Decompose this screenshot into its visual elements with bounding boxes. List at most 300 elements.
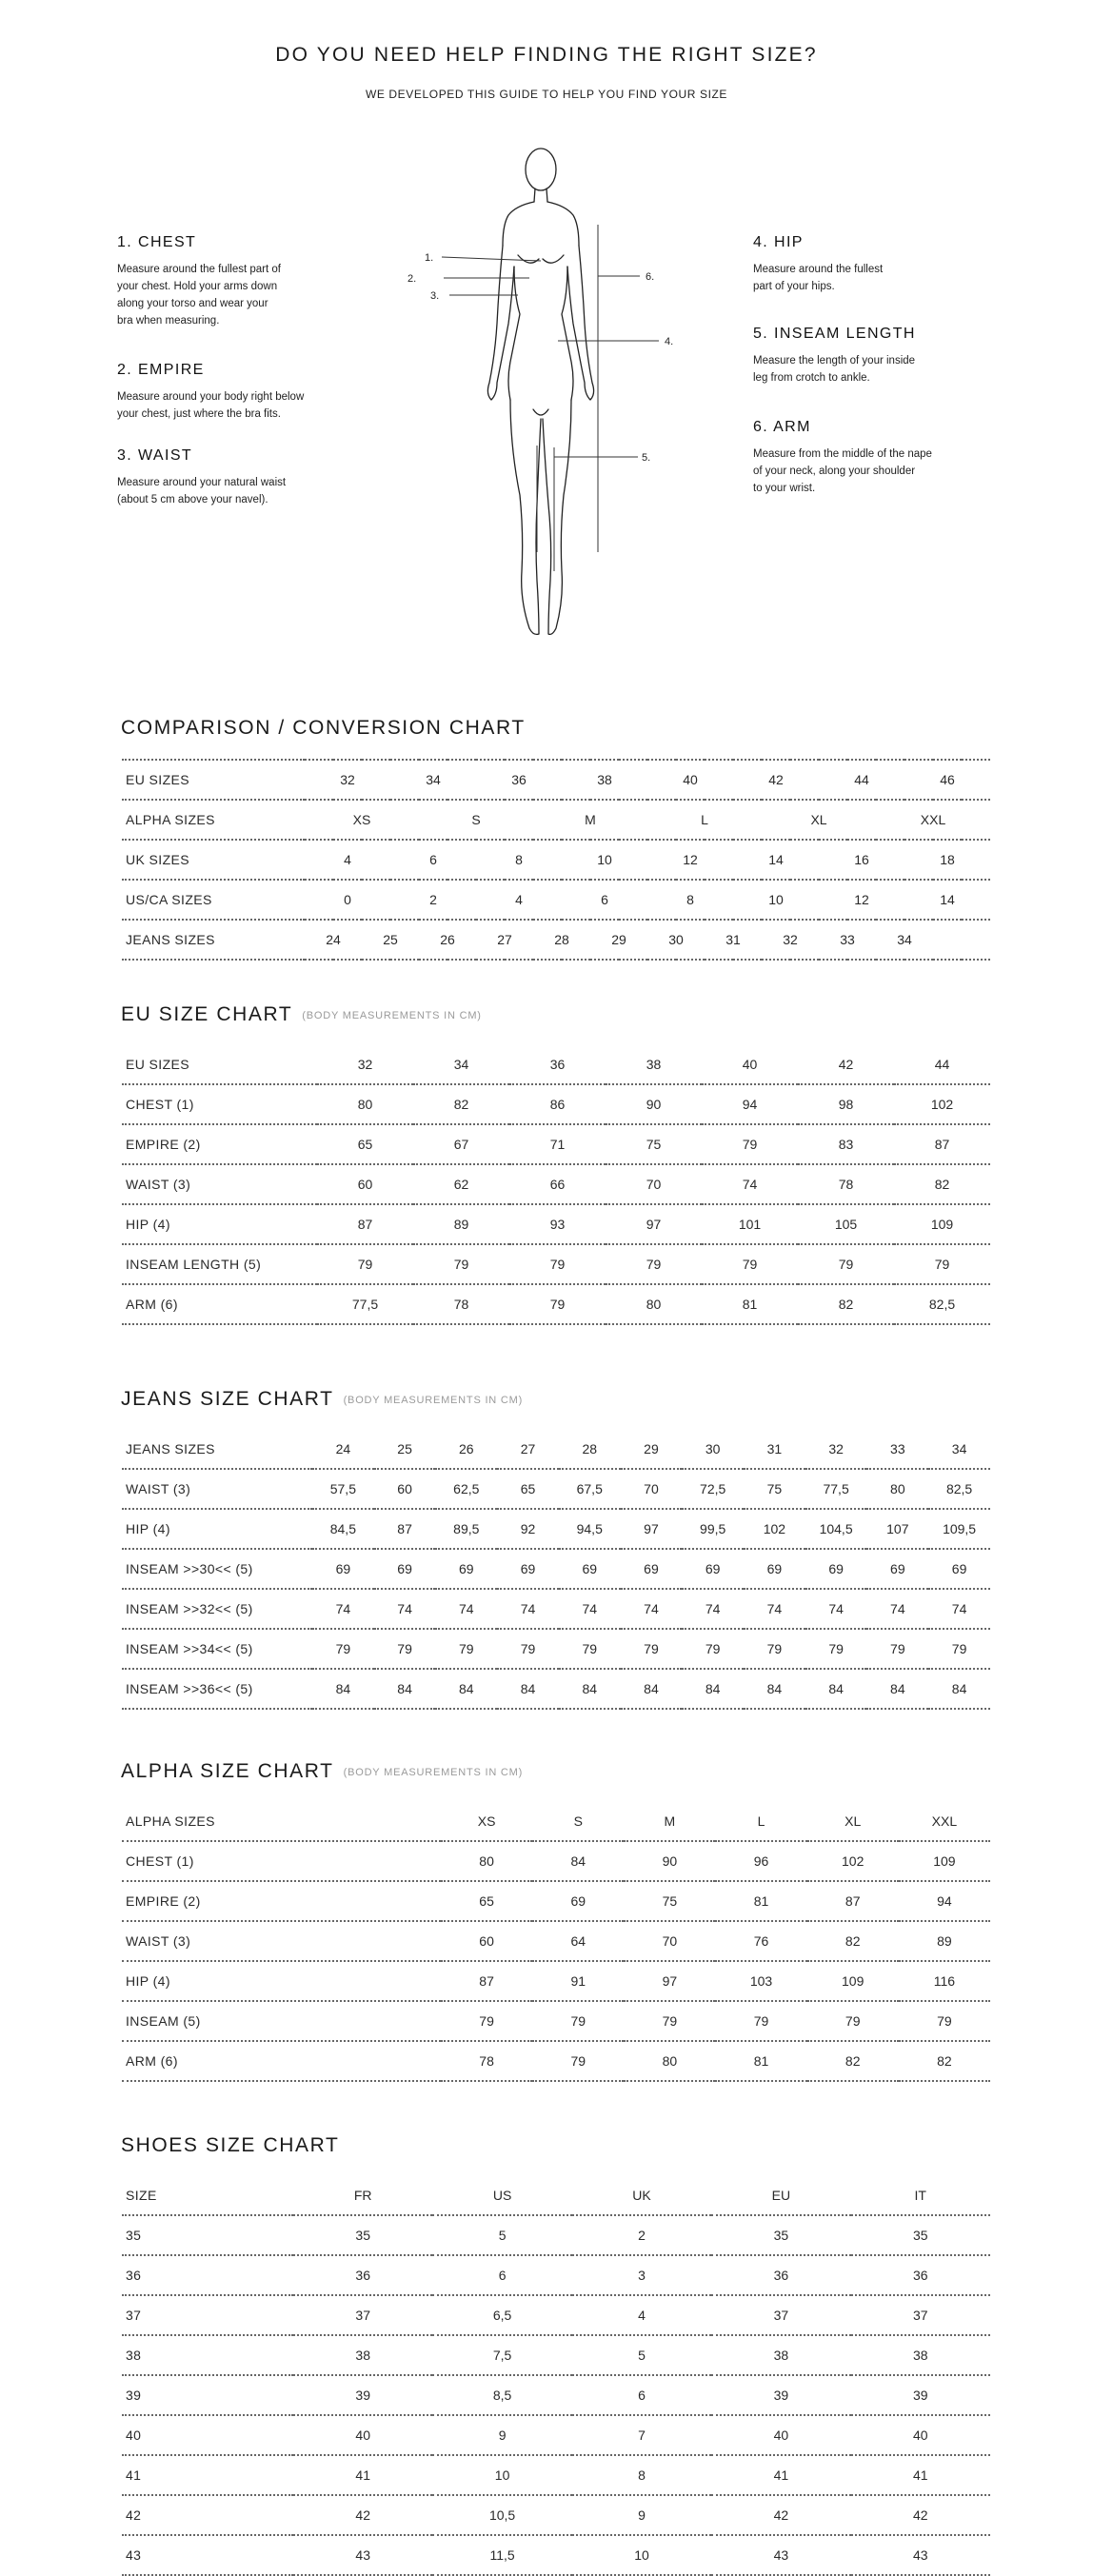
table-cell: 9 bbox=[572, 2495, 711, 2535]
table-cell: 36 bbox=[711, 2255, 850, 2295]
table-cell: 74 bbox=[497, 1589, 559, 1629]
table-cell: 60 bbox=[441, 1921, 532, 1961]
table-row bbox=[122, 1629, 990, 1669]
table-cell: 84 bbox=[805, 1669, 867, 1709]
table-cell: 74 bbox=[312, 1589, 374, 1629]
table-cell: 69 bbox=[928, 1549, 990, 1589]
table-cell: 94 bbox=[702, 1084, 798, 1124]
table-cell: 87 bbox=[807, 1881, 899, 1921]
table-row bbox=[122, 1045, 990, 1084]
table-cell: 97 bbox=[624, 1961, 715, 2001]
column-header: EU bbox=[711, 2176, 850, 2215]
table-row: EU SIZES 32 34 36 38 40 42 44 46 bbox=[122, 760, 990, 800]
figure-label-1: 1. bbox=[425, 252, 434, 264]
table-cell: 79 bbox=[928, 1629, 990, 1669]
table-cell: 60 bbox=[374, 1469, 436, 1509]
measure-inseam-title: 5. INSEAM LENGTH bbox=[753, 326, 916, 342]
table-cell: 72,5 bbox=[682, 1469, 744, 1509]
table-cell: 105 bbox=[798, 1204, 894, 1244]
table-row bbox=[122, 2415, 990, 2455]
alpha-chart-title-text: ALPHA SIZE CHART bbox=[121, 1760, 334, 1782]
table-cell: 78 bbox=[441, 2041, 532, 2081]
table-cell: XL bbox=[807, 1802, 899, 1841]
table-cell: 80 bbox=[866, 1469, 928, 1509]
measure-waist-text: Measure around your natural waist (about 5 cm above your navel). bbox=[117, 477, 287, 505]
table-cell: 79 bbox=[702, 1124, 798, 1164]
table-cell: 89,5 bbox=[435, 1509, 497, 1549]
table-cell: 28 bbox=[559, 1430, 621, 1469]
table-cell: 87 bbox=[441, 1961, 532, 2001]
table-row bbox=[122, 1509, 990, 1549]
table-row bbox=[122, 1244, 990, 1284]
table-cell: 82 bbox=[807, 1921, 899, 1961]
table-row bbox=[122, 2375, 990, 2415]
table-cell: 79 bbox=[744, 1629, 805, 1669]
table-cell: 6 bbox=[572, 2375, 711, 2415]
table-cell: 74 bbox=[744, 1589, 805, 1629]
table-cell: 84 bbox=[928, 1669, 990, 1709]
conversion-chart-title: COMPARISON / CONVERSION CHART bbox=[121, 717, 526, 739]
measure-arm-text: Measure from the middle of the nape of your neck, along your shoulder to your wrist. bbox=[753, 448, 932, 494]
table-cell: 80 bbox=[441, 1841, 532, 1881]
table-cell: 27 bbox=[497, 1430, 559, 1469]
table-cell: M bbox=[624, 1802, 715, 1841]
table-cell: 42 bbox=[851, 2495, 990, 2535]
table-cell: 81 bbox=[715, 2041, 806, 2081]
table-cell: 9 bbox=[432, 2415, 571, 2455]
figure-label-3: 3. bbox=[430, 290, 440, 302]
measure-empire-title: 2. EMPIRE bbox=[117, 362, 205, 378]
table-cell: 69 bbox=[312, 1549, 374, 1589]
column-header: US bbox=[432, 2176, 571, 2215]
row-label: EU SIZES bbox=[122, 1045, 317, 1084]
table-cell: 86 bbox=[509, 1084, 606, 1124]
table-cell: 25 bbox=[374, 1430, 436, 1469]
table-cell: 79 bbox=[624, 2001, 715, 2041]
table-cell: 42 bbox=[293, 2495, 432, 2535]
measure-hip-title: 4. HIP bbox=[753, 234, 804, 250]
table-cell: 78 bbox=[413, 1284, 509, 1324]
eu-size-chart bbox=[122, 1045, 990, 1325]
table-cell: 69 bbox=[621, 1549, 683, 1589]
table-row: US/CA SIZES 0 2 4 6 8 10 12 14 bbox=[122, 880, 990, 920]
table-cell: 79 bbox=[312, 1629, 374, 1669]
table-row bbox=[122, 1802, 990, 1841]
table-cell: 39 bbox=[851, 2375, 990, 2415]
table-cell: 103 bbox=[715, 1961, 806, 2001]
table-cell: 69 bbox=[682, 1549, 744, 1589]
row-label: 36 bbox=[122, 2255, 293, 2295]
table-row bbox=[122, 2535, 990, 2575]
row-label: 37 bbox=[122, 2295, 293, 2335]
table-cell: 79 bbox=[441, 2001, 532, 2041]
table-cell: 76 bbox=[715, 1921, 806, 1961]
table-cell: 93 bbox=[509, 1204, 606, 1244]
table-cell: 40 bbox=[851, 2415, 990, 2455]
table-cell: 2 bbox=[572, 2215, 711, 2255]
table-cell: 69 bbox=[374, 1549, 436, 1589]
table-cell: 74 bbox=[559, 1589, 621, 1629]
table-cell: 66 bbox=[509, 1164, 606, 1204]
table-cell: 38 bbox=[606, 1045, 702, 1084]
table-cell: 26 bbox=[435, 1430, 497, 1469]
table-cell: 6 bbox=[432, 2255, 571, 2295]
measure-chest-title: 1. CHEST bbox=[117, 234, 197, 250]
table-cell: 74 bbox=[702, 1164, 798, 1204]
column-header: UK bbox=[572, 2176, 711, 2215]
table-cell: 82 bbox=[807, 2041, 899, 2081]
row-label: INSEAM >>34<< (5) bbox=[122, 1629, 312, 1669]
table-cell: 30 bbox=[682, 1430, 744, 1469]
shoes-size-chart bbox=[122, 2176, 990, 2576]
table-cell: 84 bbox=[866, 1669, 928, 1709]
table-cell: 36 bbox=[509, 1045, 606, 1084]
row-label: EMPIRE (2) bbox=[122, 1124, 317, 1164]
table-cell: 79 bbox=[435, 1629, 497, 1669]
table-cell: 70 bbox=[624, 1921, 715, 1961]
table-cell: 78 bbox=[798, 1164, 894, 1204]
table-cell: 87 bbox=[894, 1124, 990, 1164]
table-cell: XS bbox=[441, 1802, 532, 1841]
table-cell: 74 bbox=[682, 1589, 744, 1629]
table-cell: S bbox=[532, 1802, 624, 1841]
table-cell: 80 bbox=[317, 1084, 413, 1124]
row-label: 39 bbox=[122, 2375, 293, 2415]
table-cell: 109 bbox=[894, 1204, 990, 1244]
table-cell: 97 bbox=[621, 1509, 683, 1549]
table-row bbox=[122, 1669, 990, 1709]
table-cell: 82 bbox=[413, 1084, 509, 1124]
row-label: WAIST (3) bbox=[122, 1164, 317, 1204]
table-row bbox=[122, 1284, 990, 1324]
measure-hip-text: Measure around the fullest part of your hips. bbox=[753, 264, 884, 292]
table-cell: 89 bbox=[413, 1204, 509, 1244]
table-row: JEANS SIZES 24 25 26 27 28 29 30 31 32 33 34 bbox=[122, 920, 990, 960]
shoes-chart-title: SHOES SIZE CHART bbox=[121, 2134, 340, 2156]
column-header: SIZE bbox=[122, 2176, 293, 2215]
table-cell: 82,5 bbox=[928, 1469, 990, 1509]
table-cell: 39 bbox=[711, 2375, 850, 2415]
table-row bbox=[122, 2335, 990, 2375]
table-row bbox=[122, 1204, 990, 1244]
table-cell: 71 bbox=[509, 1124, 606, 1164]
table-cell: 3 bbox=[572, 2255, 711, 2295]
table-cell: 75 bbox=[744, 1469, 805, 1509]
jeans-chart-title-text: JEANS SIZE CHART bbox=[121, 1388, 334, 1410]
table-cell: 69 bbox=[497, 1549, 559, 1589]
table-cell: 38 bbox=[293, 2335, 432, 2375]
table-cell: XXL bbox=[899, 1802, 990, 1841]
measure-empire-text: Measure around your body right below your chest, just where the bra fits. bbox=[117, 391, 305, 420]
conversion-chart bbox=[122, 759, 990, 961]
row-label: WAIST (3) bbox=[122, 1921, 441, 1961]
table-cell: 24 bbox=[312, 1430, 374, 1469]
table-cell: 79 bbox=[374, 1629, 436, 1669]
table-cell: 104,5 bbox=[805, 1509, 867, 1549]
table-cell: 79 bbox=[509, 1244, 606, 1284]
figure-label-6: 6. bbox=[646, 271, 655, 283]
table-cell: 38 bbox=[851, 2335, 990, 2375]
alpha-chart-note: (BODY MEASUREMENTS IN CM) bbox=[343, 1767, 524, 1778]
row-label: CHEST (1) bbox=[122, 1841, 441, 1881]
table-cell: 41 bbox=[851, 2455, 990, 2495]
table-cell: 69 bbox=[866, 1549, 928, 1589]
table-row bbox=[122, 1164, 990, 1204]
row-label: 38 bbox=[122, 2335, 293, 2375]
measure-inseam-text: Measure the length of your inside leg from crotch to ankle. bbox=[753, 355, 916, 384]
table-cell: 38 bbox=[711, 2335, 850, 2375]
row-label: ALPHA SIZES bbox=[122, 1802, 441, 1841]
table-cell: 67 bbox=[413, 1124, 509, 1164]
table-cell: 79 bbox=[682, 1629, 744, 1669]
table-row bbox=[122, 2495, 990, 2535]
table-cell: 10,5 bbox=[432, 2495, 571, 2535]
table-cell: 98 bbox=[798, 1084, 894, 1124]
table-cell: 64 bbox=[532, 1921, 624, 1961]
jeans-chart-title bbox=[121, 1388, 523, 1411]
table-cell: 62,5 bbox=[435, 1469, 497, 1509]
table-cell: 81 bbox=[702, 1284, 798, 1324]
table-cell: 41 bbox=[711, 2455, 850, 2495]
table-cell: 43 bbox=[851, 2535, 990, 2575]
table-cell: 74 bbox=[805, 1589, 867, 1629]
row-label: INSEAM >>32<< (5) bbox=[122, 1589, 312, 1629]
row-label: EMPIRE (2) bbox=[122, 1881, 441, 1921]
table-cell: 77,5 bbox=[805, 1469, 867, 1509]
table-cell: 11,5 bbox=[432, 2535, 571, 2575]
table-cell: 90 bbox=[624, 1841, 715, 1881]
table-cell: 34 bbox=[413, 1045, 509, 1084]
table-cell: 107 bbox=[866, 1509, 928, 1549]
table-row bbox=[122, 1549, 990, 1589]
table-cell: 79 bbox=[702, 1244, 798, 1284]
table-cell: 96 bbox=[715, 1841, 806, 1881]
table-cell: 33 bbox=[866, 1430, 928, 1469]
table-cell: 67,5 bbox=[559, 1469, 621, 1509]
table-cell: 74 bbox=[621, 1589, 683, 1629]
eu-chart-note: (BODY MEASUREMENTS IN CM) bbox=[302, 1010, 482, 1021]
table-row bbox=[122, 1124, 990, 1164]
table-cell: 31 bbox=[744, 1430, 805, 1469]
table-row bbox=[122, 1961, 990, 2001]
table-cell: 80 bbox=[624, 2041, 715, 2081]
table-cell: 79 bbox=[894, 1244, 990, 1284]
table-cell: 40 bbox=[293, 2415, 432, 2455]
table-cell: 109,5 bbox=[928, 1509, 990, 1549]
table-cell: 84 bbox=[497, 1669, 559, 1709]
row-label: 41 bbox=[122, 2455, 293, 2495]
table-row bbox=[122, 1841, 990, 1881]
table-cell: 109 bbox=[899, 1841, 990, 1881]
table-cell: 84 bbox=[312, 1669, 374, 1709]
table-cell: 36 bbox=[851, 2255, 990, 2295]
table-cell: 44 bbox=[894, 1045, 990, 1084]
table-cell: 84 bbox=[744, 1669, 805, 1709]
table-cell: 69 bbox=[559, 1549, 621, 1589]
table-cell: 35 bbox=[293, 2215, 432, 2255]
table-cell: 79 bbox=[899, 2001, 990, 2041]
row-label: HIP (4) bbox=[122, 1509, 312, 1549]
table-cell: 94,5 bbox=[559, 1509, 621, 1549]
table-cell: 74 bbox=[928, 1589, 990, 1629]
measure-hip bbox=[753, 234, 883, 295]
measure-chest-text: Measure around the fullest part of your chest. Hold your arms down along your torso and wear your bra when measuring. bbox=[117, 264, 281, 327]
row-label: INSEAM (5) bbox=[122, 2001, 441, 2041]
table-cell: 79 bbox=[606, 1244, 702, 1284]
table-cell: 84 bbox=[682, 1669, 744, 1709]
table-header-row bbox=[122, 2176, 990, 2215]
table-cell: 37 bbox=[293, 2295, 432, 2335]
eu-chart-title bbox=[121, 1003, 482, 1026]
measure-chest bbox=[117, 234, 281, 329]
table-cell: 10 bbox=[572, 2535, 711, 2575]
jeans-size-chart bbox=[122, 1430, 990, 1710]
table-row bbox=[122, 1469, 990, 1509]
table-cell: 6,5 bbox=[432, 2295, 571, 2335]
table-cell: 79 bbox=[497, 1629, 559, 1669]
table-row bbox=[122, 1881, 990, 1921]
eu-chart-title-text: EU SIZE CHART bbox=[121, 1003, 293, 1025]
row-label: HIP (4) bbox=[122, 1204, 317, 1244]
table-cell: 81 bbox=[715, 1881, 806, 1921]
table-cell: 79 bbox=[532, 2001, 624, 2041]
table-cell: 32 bbox=[805, 1430, 867, 1469]
table-cell: 79 bbox=[715, 2001, 806, 2041]
measure-arm-title: 6. ARM bbox=[753, 419, 811, 435]
table-cell: 79 bbox=[866, 1629, 928, 1669]
row-label: 35 bbox=[122, 2215, 293, 2255]
table-cell: 79 bbox=[559, 1629, 621, 1669]
table-cell: 83 bbox=[798, 1124, 894, 1164]
alpha-size-chart bbox=[122, 1802, 990, 2082]
table-cell: 65 bbox=[497, 1469, 559, 1509]
table-row: UK SIZES 4 6 8 10 12 14 16 18 bbox=[122, 840, 990, 880]
table-cell: 32 bbox=[317, 1045, 413, 1084]
measure-waist-title: 3. WAIST bbox=[117, 447, 193, 464]
row-label: 40 bbox=[122, 2415, 293, 2455]
measure-waist bbox=[117, 447, 286, 508]
measure-empire bbox=[117, 362, 304, 423]
page-title: DO YOU NEED HELP FINDING THE RIGHT SIZE? bbox=[275, 44, 818, 66]
column-header: FR bbox=[293, 2176, 432, 2215]
table-cell: 62 bbox=[413, 1164, 509, 1204]
table-cell: 57,5 bbox=[312, 1469, 374, 1509]
table-cell: 79 bbox=[805, 1629, 867, 1669]
table-cell: 82 bbox=[894, 1164, 990, 1204]
table-cell: 36 bbox=[293, 2255, 432, 2295]
table-cell: 69 bbox=[435, 1549, 497, 1589]
table-cell: 92 bbox=[497, 1509, 559, 1549]
row-label: INSEAM >>36<< (5) bbox=[122, 1669, 312, 1709]
table-cell: 80 bbox=[606, 1284, 702, 1324]
table-cell: 41 bbox=[293, 2455, 432, 2495]
row-label: ARM (6) bbox=[122, 2041, 441, 2081]
figure-label-2: 2. bbox=[407, 273, 417, 285]
table-cell: 90 bbox=[606, 1084, 702, 1124]
row-label: CHEST (1) bbox=[122, 1084, 317, 1124]
table-cell: 97 bbox=[606, 1204, 702, 1244]
figure-label-4: 4. bbox=[665, 336, 674, 347]
table-cell: 84 bbox=[621, 1669, 683, 1709]
table-row bbox=[122, 1921, 990, 1961]
row-label: UK SIZES bbox=[122, 840, 305, 880]
table-row bbox=[122, 2295, 990, 2335]
table-cell: 4 bbox=[572, 2295, 711, 2335]
table-cell: 101 bbox=[702, 1204, 798, 1244]
table-cell: 84,5 bbox=[312, 1509, 374, 1549]
figure-label-5: 5. bbox=[642, 452, 651, 464]
table-cell: L bbox=[715, 1802, 806, 1841]
table-cell: 8 bbox=[572, 2455, 711, 2495]
table-cell: 74 bbox=[435, 1589, 497, 1629]
table-cell: 70 bbox=[621, 1469, 683, 1509]
table-cell: 60 bbox=[317, 1164, 413, 1204]
row-label: ALPHA SIZES bbox=[122, 800, 305, 840]
table-cell: 65 bbox=[441, 1881, 532, 1921]
table-cell: 70 bbox=[606, 1164, 702, 1204]
row-label: WAIST (3) bbox=[122, 1469, 312, 1509]
row-label: INSEAM LENGTH (5) bbox=[122, 1244, 317, 1284]
table-cell: 109 bbox=[807, 1961, 899, 2001]
table-cell: 116 bbox=[899, 1961, 990, 2001]
table-cell: 37 bbox=[711, 2295, 850, 2335]
table-row bbox=[122, 2215, 990, 2255]
table-cell: 79 bbox=[317, 1244, 413, 1284]
table-cell: 82 bbox=[899, 2041, 990, 2081]
table-cell: 82,5 bbox=[894, 1284, 990, 1324]
table-cell: 69 bbox=[744, 1549, 805, 1589]
alpha-chart-title bbox=[121, 1760, 523, 1783]
table-cell: 91 bbox=[532, 1961, 624, 2001]
table-cell: 84 bbox=[532, 1841, 624, 1881]
column-header: IT bbox=[851, 2176, 990, 2215]
measure-inseam bbox=[753, 326, 916, 386]
table-cell: 7,5 bbox=[432, 2335, 571, 2375]
table-cell: 84 bbox=[374, 1669, 436, 1709]
table-cell: 79 bbox=[621, 1629, 683, 1669]
table-cell: 74 bbox=[866, 1589, 928, 1629]
table-cell: 89 bbox=[899, 1921, 990, 1961]
table-cell: 82 bbox=[798, 1284, 894, 1324]
table-row bbox=[122, 2255, 990, 2295]
measurement-lines bbox=[442, 225, 659, 571]
table-cell: 74 bbox=[374, 1589, 436, 1629]
table-cell: 35 bbox=[711, 2215, 850, 2255]
table-cell: 77,5 bbox=[317, 1284, 413, 1324]
table-cell: 40 bbox=[702, 1045, 798, 1084]
table-cell: 42 bbox=[798, 1045, 894, 1084]
row-label: INSEAM >>30<< (5) bbox=[122, 1549, 312, 1589]
body-measurement-figure bbox=[390, 133, 705, 647]
body-silhouette bbox=[487, 149, 593, 634]
row-label: JEANS SIZES bbox=[122, 1430, 312, 1469]
table-row bbox=[122, 1589, 990, 1629]
table-cell: 69 bbox=[805, 1549, 867, 1589]
table-cell: 87 bbox=[374, 1509, 436, 1549]
table-cell: 29 bbox=[621, 1430, 683, 1469]
table-cell: 8,5 bbox=[432, 2375, 571, 2415]
table-cell: 79 bbox=[807, 2001, 899, 2041]
table-cell: 40 bbox=[711, 2415, 850, 2455]
table-cell: 35 bbox=[851, 2215, 990, 2255]
table-cell: 37 bbox=[851, 2295, 990, 2335]
table-row bbox=[122, 2455, 990, 2495]
table-row bbox=[122, 2001, 990, 2041]
table-cell: 87 bbox=[317, 1204, 413, 1244]
row-label: 43 bbox=[122, 2535, 293, 2575]
table-cell: 34 bbox=[928, 1430, 990, 1469]
table-row bbox=[122, 1430, 990, 1469]
